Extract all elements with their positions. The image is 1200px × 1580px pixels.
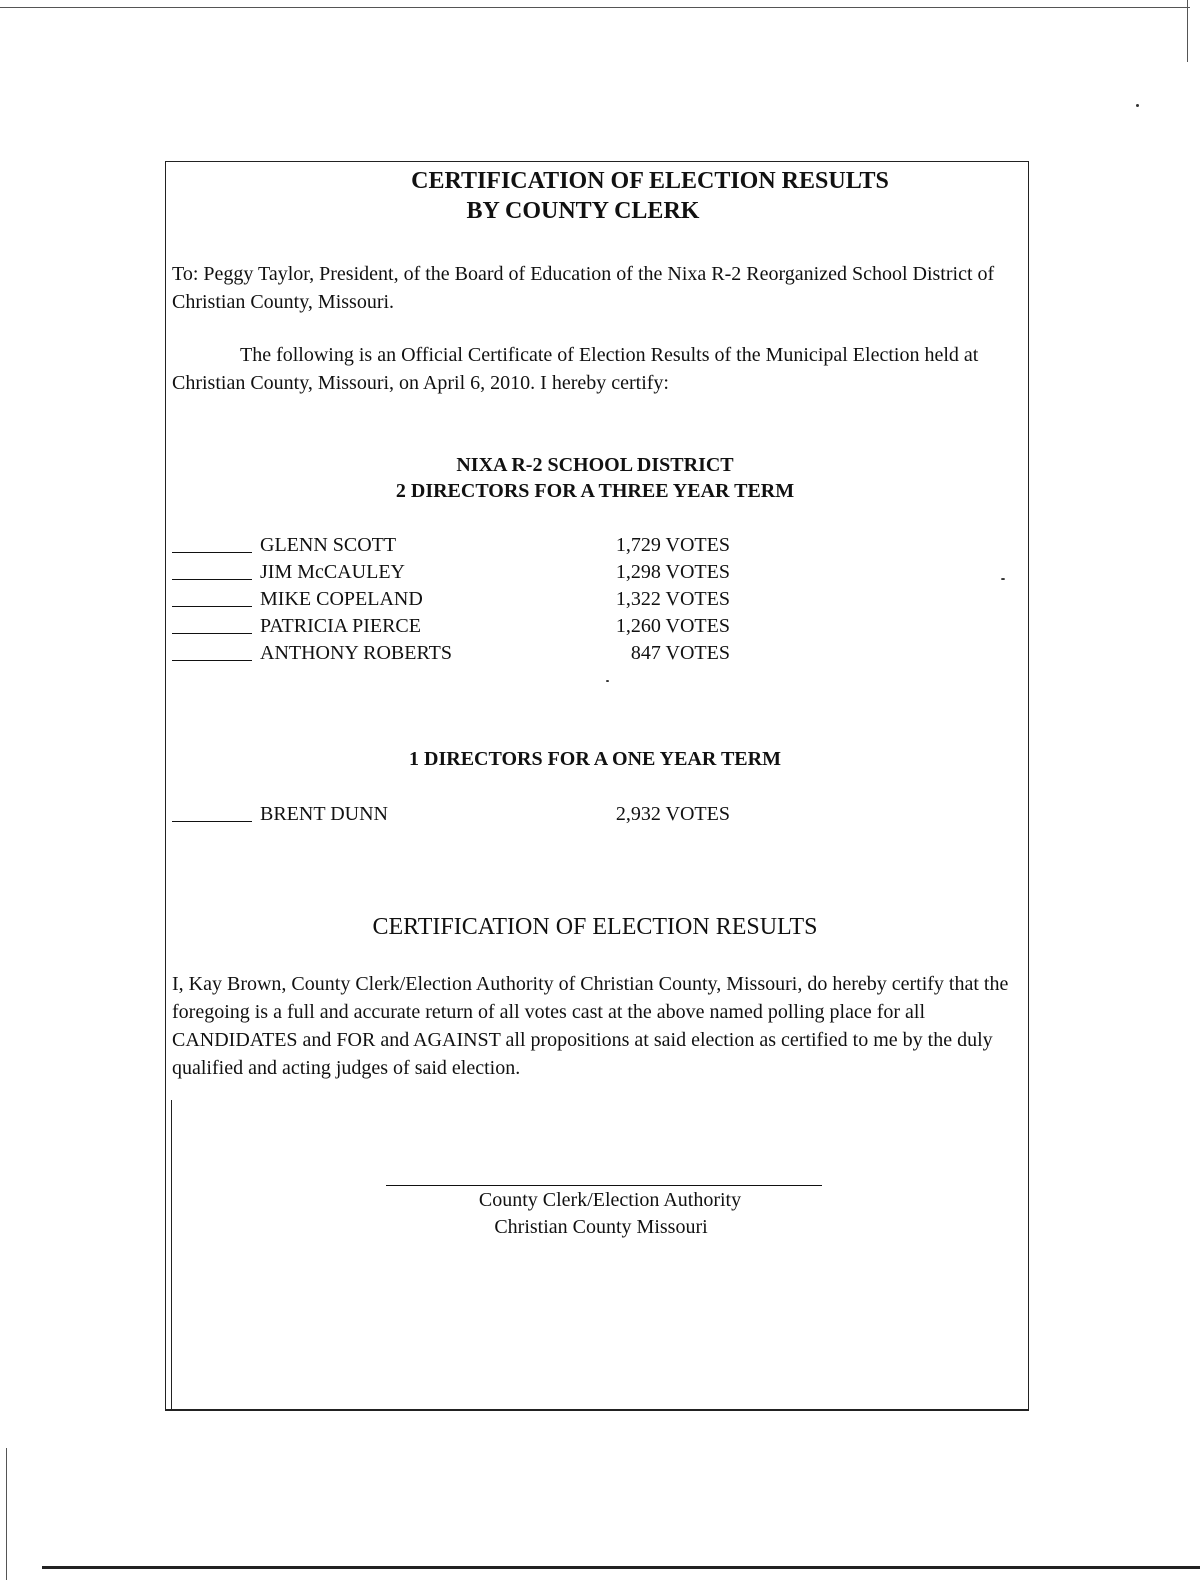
intro-paragraph — [172, 341, 1002, 397]
mark-blank — [172, 552, 252, 553]
candidate-votes: 1,322 VOTES — [615, 588, 730, 610]
certification-statement: I, Kay Brown, County Clerk/Election Authority of Christian County, Missouri, do hereby certify that the foregoing is a full and accurate return of all votes cast at the above named polling place for all CANDIDATES and FOR and AGAINST all propositions at said election as certified to me by the duly qualified and acting judges of said election. — [172, 973, 1009, 1079]
mark-blank — [172, 660, 252, 661]
mark-blank — [172, 633, 252, 634]
signature-line — [386, 1185, 822, 1186]
race-1-district: NIXA R-2 SCHOOL DISTRICT — [456, 454, 734, 476]
candidate-name: PATRICIA PIERCE — [260, 615, 421, 637]
race-2-candidate-list — [172, 801, 772, 828]
candidate-votes: 2,932 VOTES — [615, 803, 730, 825]
scan-edge-right — [1187, 0, 1188, 62]
race-1-candidate-list — [172, 532, 772, 667]
race-1-office: 2 DIRECTORS FOR A THREE YEAR TERM — [395, 480, 795, 502]
candidate-votes: 847 VOTES — [630, 642, 730, 664]
scan-edge-bottom — [42, 1566, 1200, 1569]
mark-blank — [172, 579, 252, 580]
candidate-name: ANTHONY ROBERTS — [260, 642, 452, 664]
certificate-border-inner — [171, 1100, 172, 1411]
candidate-name: MIKE COPELAND — [260, 588, 423, 610]
candidate-row — [172, 640, 772, 667]
candidate-name: GLENN SCOTT — [260, 534, 397, 556]
addressee-paragraph: To: Peggy Taylor, President, of the Board of Education of the Nixa R-2 Reorganized School District of Christian County, Missouri. — [172, 263, 995, 313]
candidate-row — [172, 532, 772, 559]
candidate-row — [172, 801, 772, 828]
signature-location: Christian County Missouri — [494, 1216, 708, 1238]
candidate-votes: 1,298 VOTES — [615, 561, 730, 583]
title-line-1: CERTIFICATION OF ELECTION RESULTS — [411, 168, 889, 194]
scan-edge-left — [6, 1448, 7, 1580]
race-1-heading — [300, 452, 890, 504]
signature-block — [400, 1187, 820, 1241]
certification-heading: CERTIFICATION OF ELECTION RESULTS — [372, 914, 818, 940]
race-2-heading: 1 DIRECTORS FOR A ONE YEAR TERM — [409, 748, 781, 770]
title-line-2: BY COUNTY CLERK — [466, 198, 700, 224]
mark-blank — [172, 821, 252, 822]
candidate-name: BRENT DUNN — [260, 803, 388, 825]
intro-text: The following is an Official Certificate of Election Results of the Municipal Election held at Christian County, Missouri, on April 6, 2010. I hereby certify: — [172, 344, 979, 394]
certificate-title — [300, 166, 1000, 226]
scan-edge-top — [0, 7, 1190, 8]
candidate-votes: 1,729 VOTES — [615, 534, 730, 556]
candidate-name: JIM McCAULEY — [260, 561, 405, 583]
candidate-row — [172, 559, 772, 586]
scan-speck — [1136, 104, 1139, 107]
signature-title: County Clerk/Election Authority — [478, 1189, 742, 1211]
candidate-row — [172, 586, 772, 613]
mark-blank — [172, 606, 252, 607]
candidate-votes: 1,260 VOTES — [615, 615, 730, 637]
candidate-row — [172, 613, 772, 640]
